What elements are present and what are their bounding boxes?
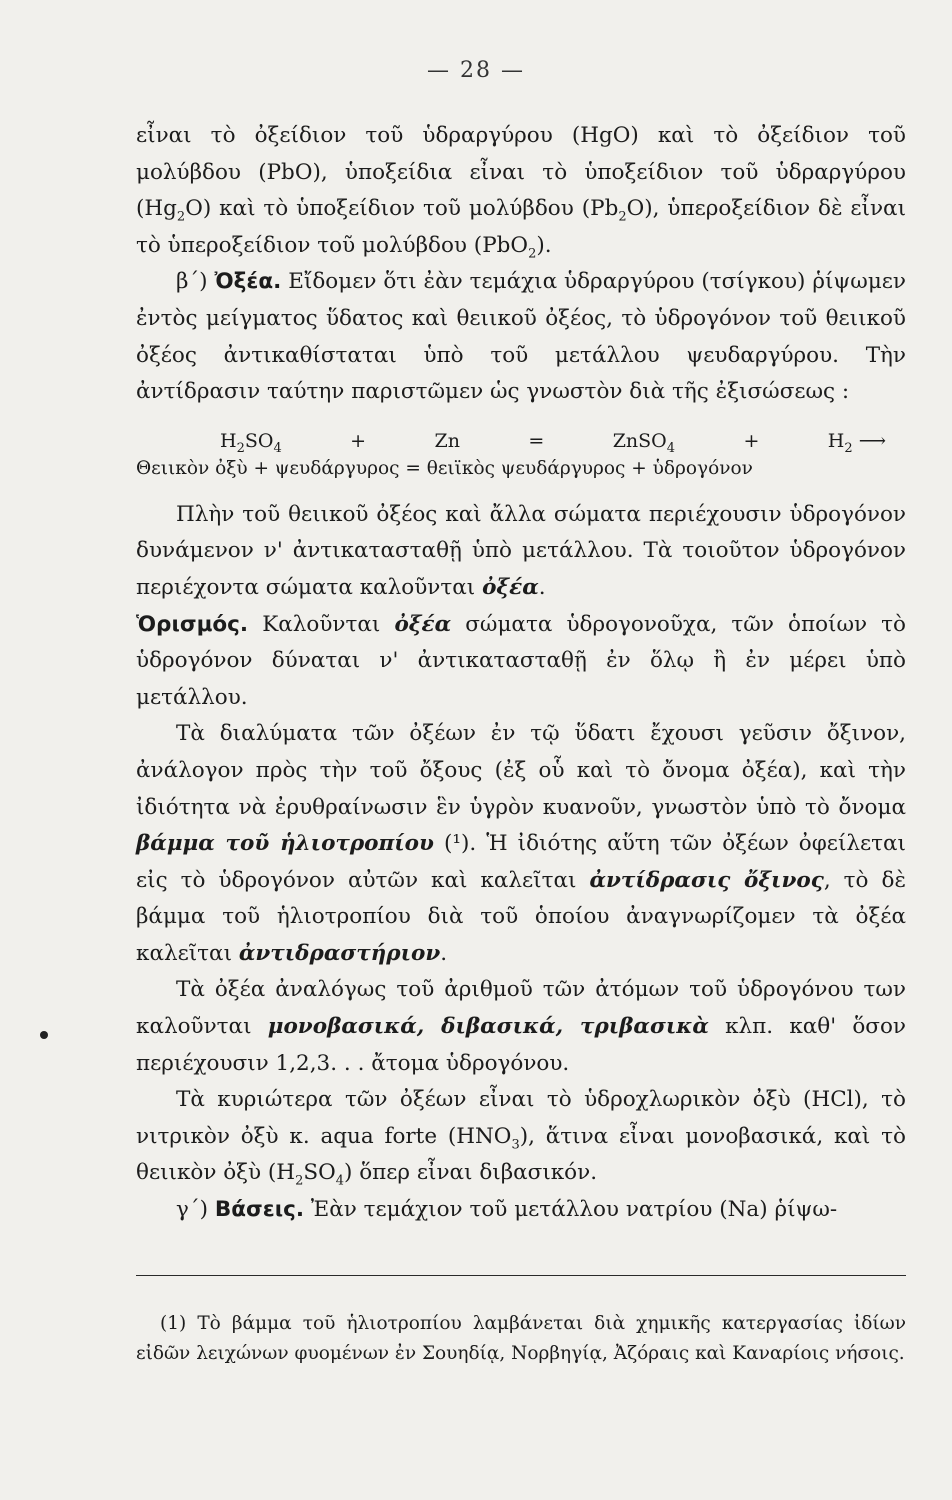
term-reagent: ἀντιδραστήριον — [238, 940, 441, 966]
term-acids: ὀξέα — [394, 611, 452, 637]
paragraph-bases: γ΄) Βάσεις. Ἐὰν τεμάχιον τοῦ μετάλλου νατρίου (Na) ῥίψω- — [176, 1197, 838, 1223]
section-heading-bases: Βάσεις. — [214, 1197, 305, 1223]
section-heading-acids: Ὀξέα. — [214, 269, 282, 295]
main-text — [136, 118, 906, 1229]
term-litmus: βάμμα τοῦ ἡλιοτροπίου — [136, 831, 434, 857]
footnote-marker: (1) — [160, 1312, 187, 1334]
term-acids: ὀξέα — [482, 574, 539, 600]
term-acid-reaction: ἀντίδρασις ὄξινος — [589, 867, 824, 893]
margin-dot — [40, 1031, 48, 1039]
paragraph-definition: Ὁρισμός. Καλοῦνται ὀξέα σώματα ὑδρογονοῦχα, τῶν ὁποίων τὸ ὑδρογόνον δύναται ν' ἀντικατασταθῇ ἐν ὅλῳ ἢ ἐν μέρει ὑπὸ μετάλλου. — [136, 611, 906, 710]
term-basicity: μονοβασικά, διβασικά, τριβασικὰ — [267, 1014, 709, 1040]
page-number: — 28 — — [427, 58, 525, 83]
chemical-equation — [136, 427, 906, 483]
paragraph-basicity: Τὰ ὀξέα ἀναλόγως τοῦ ἀριθμοῦ τῶν ἀτόμων τοῦ ὑδρογόνου των καλοῦνται μονοβασικά, διβασικά, τριβασικὰ κλπ. καθ' ὅσον περιέχουσιν 1,2,3. . . ἄτομα ὑδρογόνου. — [136, 977, 906, 1076]
paragraph-main-acids: Τὰ κυριώτερα τῶν ὀξέων εἶναι τὸ ὑδροχλωρικὸν ὀξὺ (HCl), τὸ νιτρικὸν ὀξὺ κ. aqua forte $(HNO_3)$, ἅτινα εἶναι μονοβασικά, καὶ τὸ θειικὸν ὀξὺ $(H_2SO_4)$ ὅπερ εἶναι διβασικόν. — [136, 1087, 906, 1189]
paragraph-litmus: Τὰ διαλύματα τῶν ὀξέων ἐν τῷ ὕδατι ἔχουσι γεῦσιν ὄξινον, ἀνάλογον πρὸς τὴν τοῦ ὄξους (ἐξ οὗ καὶ τὸ ὄνομα ὀξέα), καὶ τὴν ἰδιότητα νὰ ἐρυθραίνωσιν ἓν ὑγρὸν κυανοῦν, γνωστὸν ὑπὸ τὸ ὄνομα βάμμα τοῦ ἡλιοτροπίου (¹). Ἡ ἰδιότης αὕτη τῶν ὀξέων ὀφείλεται εἰς τὸ ὑδρογόνον αὐτῶν καὶ καλεῖται ἀντίδρασις ὄξινος, τὸ δὲ βάμμα τοῦ ἡλιοτροπίου διὰ τοῦ ὁποίου ἀναγνωρίζομεν τὰ ὀξέα καλεῖται ἀντιδραστήριον. — [136, 721, 906, 966]
definition-heading: Ὁρισμός. — [136, 611, 249, 637]
paragraph-acids-intro: β΄) Ὀξέα. Εἴδομεν ὅτι ἐὰν τεμάχια ὑδραργύρου (τσίγκου) ῥίψωμεν ἐντὸς μείγματος ὕδατος καὶ θειικοῦ ὀξέος, τὸ ὑδρογόνον τοῦ θειικοῦ ὀξέος ἀντικαθίσταται ὑπὸ τοῦ μετάλλου ψευδαργύρου. Τὴν ἀντίδρασιν ταύτην παριστῶμεν ὡς γνωστὸν διὰ τῆς ἐξισώσεως : — [136, 269, 906, 405]
footnote-text: Τὸ βάμμα τοῦ ἡλιοτροπίου λαμβάνεται διὰ χημικῆς κατεργασίας ἰδίων εἰδῶν λειχώνων φυομένων ἐν Σουηδίᾳ, Νορβηγίᾳ, Ἀζόραις καὶ Καναρίοις νήσοις. — [136, 1312, 906, 1364]
footnote-divider — [136, 1275, 906, 1276]
footnote-ref: (¹). — [443, 831, 477, 857]
equation-words: Θειικὸν ὀξὺ + ψευδάργυρος = θειϊκὸς ψευδάργυρος + ὑδρογόνον — [136, 457, 753, 479]
section-label: β΄) — [176, 269, 208, 295]
equation-formula: $H_2SO_4$ + Zn = ZnSO$_4$ + $H_2$ ⟶ — [220, 429, 886, 456]
section-label: γ΄) — [176, 1197, 208, 1223]
arrow-icon: ⟶ — [858, 429, 886, 452]
footnote — [136, 1290, 906, 1387]
paragraph-oxides: εἶναι τὸ ὀξείδιον τοῦ ὑδραργύρου (HgO) καὶ τὸ ὀξείδιον τοῦ μολύβδου (PbO), ὑποξείδια εἶναι τὸ ὑποξείδιον τοῦ ὑδραργύρου $(Hg_2O)$ καὶ τὸ ὑποξείδιον τοῦ μολύβδου $(Pb_2O)$, ὑπεροξείδιον δὲ εἶναι τὸ ὑπεροξείδιον τοῦ μολύβδου (PbO$_2$). — [136, 123, 907, 262]
paragraph-acids-other: Πλὴν τοῦ θειικοῦ ὀξέος καὶ ἄλλα σώματα περιέχουσιν ὑδρογόνον δυνάμενον ν' ἀντικατασταθῇ ὑπὸ μετάλλου. Τὰ τοιοῦτον ὑδρογόνον περιέχοντα σώματα καλοῦνται ὀξέα. — [136, 501, 906, 600]
